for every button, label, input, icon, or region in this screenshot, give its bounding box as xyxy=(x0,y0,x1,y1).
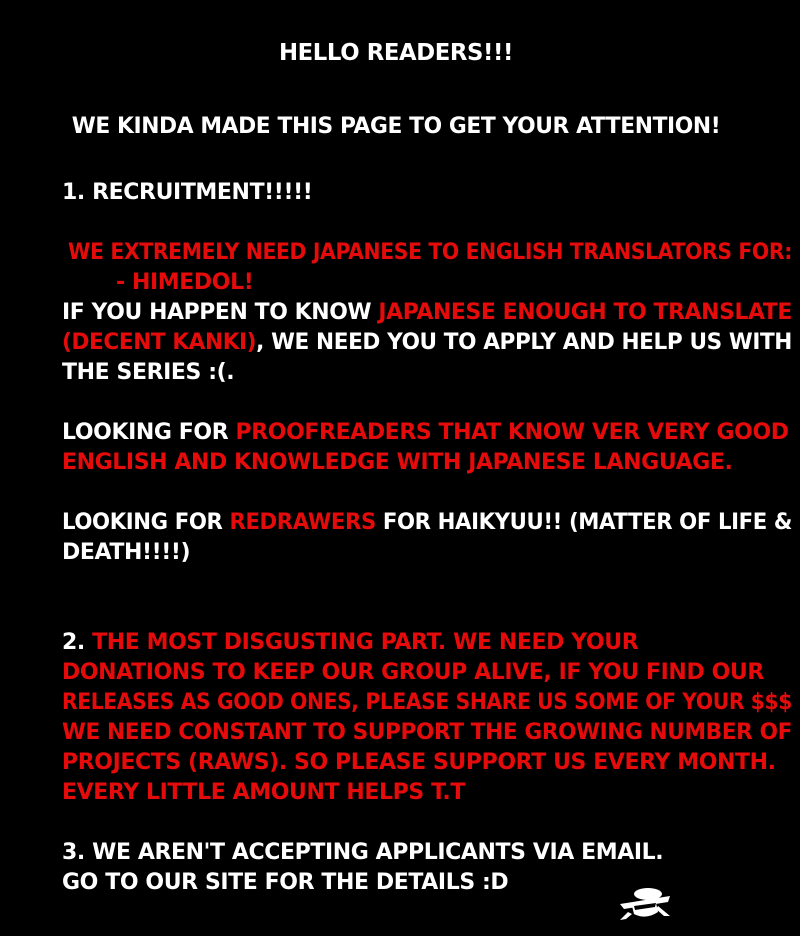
donations-line-6: EVERY LITTLE AMOUNT HELPS T.T xyxy=(62,780,465,805)
page-title: HELLO READERS!!! xyxy=(278,40,514,66)
translators-request: WE EXTREMELY NEED JAPANESE TO ENGLISH TRANSLATORS FOR: xyxy=(68,240,792,265)
recruitment-heading: 1. RECRUITMENT!!!!! xyxy=(62,180,313,205)
site-notice: GO TO OUR SITE FOR THE DETAILS :D xyxy=(62,870,509,895)
kanji-line-2 xyxy=(62,328,792,358)
kanji-line-3: THE SERIES :(. xyxy=(62,360,235,385)
donations-line-1 xyxy=(62,628,638,658)
kanji-line-2-text: , WE NEED YOU TO APPLY AND HELP US WITH xyxy=(256,330,792,355)
donations-line-1-highlight: THE MOST DISGUSTING PART. WE NEED YOUR xyxy=(92,630,639,655)
ninja-mascot-icon xyxy=(618,882,672,922)
kanji-line-1-highlight: JAPANESE ENOUGH TO TRANSLATE xyxy=(378,300,792,325)
proofreaders-line-1 xyxy=(62,418,789,448)
donations-line-2: DONATIONS TO KEEP OUR GROUP ALIVE, IF YOU FIND OUR xyxy=(62,660,764,685)
donations-line-3: RELEASES AS GOOD ONES, PLEASE SHARE US SOME OF YOUR $$$ xyxy=(62,690,792,715)
redrawers-line-1 xyxy=(62,508,792,538)
proofreaders-line-1-text: LOOKING FOR xyxy=(62,420,236,445)
redrawers-highlight: REDRAWERS xyxy=(229,510,376,535)
donations-line-5: PROJECTS (RAWS). SO PLEASE SUPPORT US EVERY MONTH. xyxy=(62,750,776,775)
redrawers-line-2: DEATH!!!!) xyxy=(62,540,191,565)
redrawers-line-1-text-a: LOOKING FOR xyxy=(62,510,230,535)
donations-number: 2. xyxy=(62,630,93,655)
email-notice: 3. WE AREN'T ACCEPTING APPLICANTS VIA EMAIL. xyxy=(62,840,664,865)
donations-line-4: WE NEED CONSTANT TO SUPPORT THE GROWING NUMBER OF xyxy=(62,720,792,745)
redrawers-line-1-text-b: FOR HAIKYUU!! (MATTER OF LIFE & xyxy=(375,510,792,535)
kanji-line-1 xyxy=(62,298,792,328)
intro-text: WE KINDA MADE THIS PAGE TO GET YOUR ATTENTION! xyxy=(71,114,721,139)
kanji-line-1-text: IF YOU HAPPEN TO KNOW xyxy=(62,300,379,325)
proofreaders-line-2: ENGLISH AND KNOWLEDGE WITH JAPANESE LANGUAGE. xyxy=(62,450,733,475)
proofreaders-line-1-highlight: PROOFREADERS THAT KNOW VER VERY GOOD xyxy=(235,420,789,445)
translators-series: - HIMEDOL! xyxy=(116,270,254,295)
kanji-line-2-highlight: (DECENT KANKI) xyxy=(62,330,257,355)
